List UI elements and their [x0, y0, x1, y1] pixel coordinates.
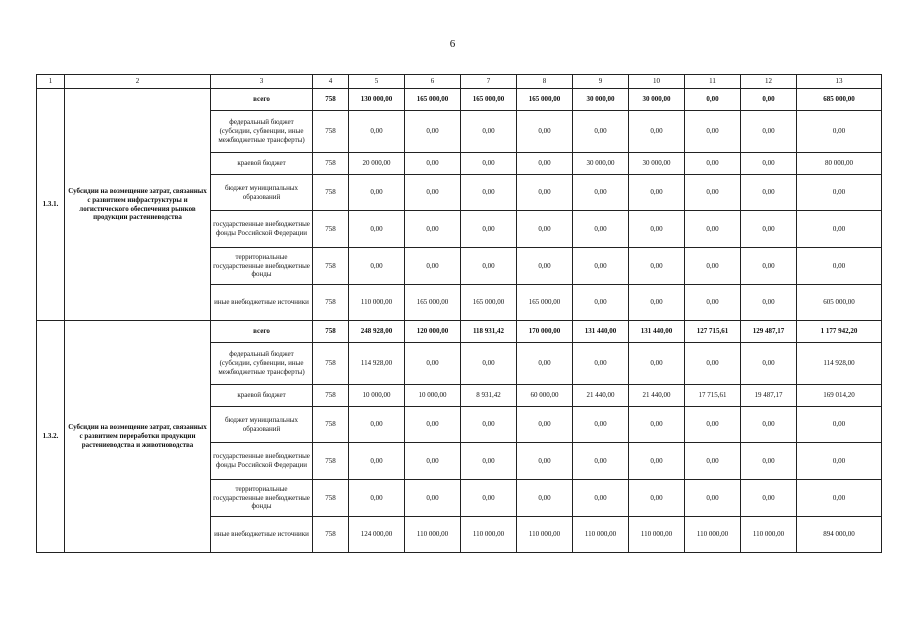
year-amount: 0,00: [685, 153, 741, 175]
year-amount: 0,00: [741, 343, 797, 385]
year-amount: 19 487,17: [741, 385, 797, 407]
year-amount: 21 440,00: [573, 385, 629, 407]
column-number: 2: [65, 75, 211, 89]
budget-code: 758: [313, 517, 349, 553]
total-amount: 0,00: [797, 175, 882, 211]
total-amount: 0,00: [797, 248, 882, 285]
budget-code: 758: [313, 321, 349, 343]
total-amount: 0,00: [797, 407, 882, 443]
total-amount: 80 000,00: [797, 153, 882, 175]
budget-code: 758: [313, 153, 349, 175]
year-amount: 0,00: [629, 480, 685, 517]
year-amount: 131 440,00: [573, 321, 629, 343]
year-amount: 0,00: [685, 480, 741, 517]
year-amount: 0,00: [349, 248, 405, 285]
year-amount: 0,00: [741, 175, 797, 211]
year-amount: 0,00: [461, 443, 517, 480]
budget-code: 758: [313, 480, 349, 517]
year-amount: 0,00: [741, 407, 797, 443]
year-amount: 130 000,00: [349, 89, 405, 111]
year-amount: 0,00: [405, 175, 461, 211]
column-number: 9: [573, 75, 629, 89]
year-amount: 165 000,00: [517, 89, 573, 111]
year-amount: 118 931,42: [461, 321, 517, 343]
year-amount: 0,00: [685, 443, 741, 480]
year-amount: 0,00: [573, 285, 629, 321]
column-number: 11: [685, 75, 741, 89]
funding-source: государственные внебюджетные фонды Российской Федерации: [211, 211, 313, 248]
year-amount: 0,00: [517, 175, 573, 211]
funding-source: территориальные государственные внебюджетные фонды: [211, 248, 313, 285]
column-number: 5: [349, 75, 405, 89]
funding-source: федеральный бюджет (субсидии, субвенции, иные межбюджетные трансферты): [211, 111, 313, 153]
year-amount: 0,00: [629, 343, 685, 385]
year-amount: 165 000,00: [461, 285, 517, 321]
year-amount: 0,00: [629, 407, 685, 443]
year-amount: 0,00: [405, 480, 461, 517]
year-amount: 170 000,00: [517, 321, 573, 343]
year-amount: 0,00: [349, 111, 405, 153]
item-name: Субсидии на возмещение затрат, связанных с развитием переработки продукции растениеводства и животноводства: [65, 321, 211, 553]
column-number: 13: [797, 75, 882, 89]
year-amount: 0,00: [741, 443, 797, 480]
year-amount: 0,00: [405, 343, 461, 385]
total-amount: 1 177 942,20: [797, 321, 882, 343]
budget-code: 758: [313, 248, 349, 285]
year-amount: 0,00: [685, 89, 741, 111]
year-amount: 165 000,00: [405, 285, 461, 321]
year-amount: 0,00: [685, 407, 741, 443]
year-amount: 8 931,42: [461, 385, 517, 407]
year-amount: 110 000,00: [629, 517, 685, 553]
year-amount: 0,00: [685, 248, 741, 285]
year-amount: 0,00: [741, 111, 797, 153]
year-amount: 0,00: [685, 211, 741, 248]
year-amount: 0,00: [517, 211, 573, 248]
year-amount: 0,00: [517, 407, 573, 443]
budget-code: 758: [313, 385, 349, 407]
year-amount: 248 928,00: [349, 321, 405, 343]
funding-source: краевой бюджет: [211, 153, 313, 175]
budget-code: 758: [313, 111, 349, 153]
table-row: [37, 321, 882, 343]
year-amount: 0,00: [405, 248, 461, 285]
year-amount: 0,00: [685, 111, 741, 153]
year-amount: 0,00: [573, 111, 629, 153]
column-number: 7: [461, 75, 517, 89]
funding-source: всего: [211, 89, 313, 111]
year-amount: 0,00: [517, 111, 573, 153]
year-amount: 0,00: [629, 211, 685, 248]
year-amount: 0,00: [573, 443, 629, 480]
year-amount: 127 715,61: [685, 321, 741, 343]
total-amount: 169 014,20: [797, 385, 882, 407]
total-amount: 0,00: [797, 443, 882, 480]
year-amount: 110 000,00: [517, 517, 573, 553]
funding-source: бюджет муниципальных образований: [211, 175, 313, 211]
year-amount: 30 000,00: [629, 89, 685, 111]
budget-code: 758: [313, 407, 349, 443]
year-amount: 0,00: [405, 407, 461, 443]
year-amount: 124 000,00: [349, 517, 405, 553]
funding-source: всего: [211, 321, 313, 343]
year-amount: 20 000,00: [349, 153, 405, 175]
year-amount: 0,00: [741, 211, 797, 248]
year-amount: 110 000,00: [405, 517, 461, 553]
year-amount: 110 000,00: [741, 517, 797, 553]
budget-code: 758: [313, 343, 349, 385]
year-amount: 17 715,61: [685, 385, 741, 407]
year-amount: 30 000,00: [573, 89, 629, 111]
year-amount: 110 000,00: [461, 517, 517, 553]
year-amount: 0,00: [461, 111, 517, 153]
budget-code: 758: [313, 211, 349, 248]
year-amount: 0,00: [405, 443, 461, 480]
year-amount: 0,00: [685, 285, 741, 321]
year-amount: 0,00: [517, 480, 573, 517]
funding-source: иные внебюджетные источники: [211, 517, 313, 553]
year-amount: 0,00: [517, 153, 573, 175]
year-amount: 0,00: [461, 480, 517, 517]
year-amount: 0,00: [741, 480, 797, 517]
year-amount: 0,00: [573, 343, 629, 385]
year-amount: 60 000,00: [517, 385, 573, 407]
year-amount: 0,00: [629, 175, 685, 211]
year-amount: 0,00: [573, 248, 629, 285]
year-amount: 110 000,00: [685, 517, 741, 553]
budget-code: 758: [313, 89, 349, 111]
total-amount: 0,00: [797, 480, 882, 517]
total-amount: 605 000,00: [797, 285, 882, 321]
total-amount: 0,00: [797, 111, 882, 153]
year-amount: 30 000,00: [629, 153, 685, 175]
year-amount: 0,00: [349, 480, 405, 517]
column-number: 3: [211, 75, 313, 89]
year-amount: 0,00: [629, 285, 685, 321]
column-number: 8: [517, 75, 573, 89]
year-amount: 0,00: [573, 175, 629, 211]
year-amount: 0,00: [461, 211, 517, 248]
year-amount: 0,00: [517, 343, 573, 385]
item-index: 1.3.1.: [37, 89, 65, 321]
year-amount: 0,00: [461, 248, 517, 285]
year-amount: 0,00: [349, 443, 405, 480]
funding-source: государственные внебюджетные фонды Российской Федерации: [211, 443, 313, 480]
column-number: 6: [405, 75, 461, 89]
year-amount: 0,00: [517, 443, 573, 480]
table-body: [37, 75, 882, 553]
year-amount: 165 000,00: [517, 285, 573, 321]
year-amount: 10 000,00: [349, 385, 405, 407]
year-amount: 0,00: [461, 407, 517, 443]
budget-code: 758: [313, 285, 349, 321]
year-amount: 0,00: [349, 175, 405, 211]
column-number-row: [37, 75, 882, 89]
table-row: [37, 89, 882, 111]
year-amount: 0,00: [517, 248, 573, 285]
column-number: 10: [629, 75, 685, 89]
year-amount: 0,00: [461, 175, 517, 211]
year-amount: 0,00: [349, 211, 405, 248]
year-amount: 10 000,00: [405, 385, 461, 407]
year-amount: 110 000,00: [573, 517, 629, 553]
budget-table: [36, 74, 882, 553]
year-amount: 0,00: [461, 343, 517, 385]
year-amount: 0,00: [629, 248, 685, 285]
year-amount: 30 000,00: [573, 153, 629, 175]
funding-source: федеральный бюджет (субсидии, субвенции, иные межбюджетные трансферты): [211, 343, 313, 385]
year-amount: 0,00: [685, 175, 741, 211]
total-amount: 894 000,00: [797, 517, 882, 553]
year-amount: 131 440,00: [629, 321, 685, 343]
year-amount: 0,00: [629, 111, 685, 153]
year-amount: 0,00: [405, 111, 461, 153]
year-amount: 120 000,00: [405, 321, 461, 343]
year-amount: 129 487,17: [741, 321, 797, 343]
budget-code: 758: [313, 175, 349, 211]
budget-code: 758: [313, 443, 349, 480]
year-amount: 0,00: [573, 480, 629, 517]
year-amount: 0,00: [685, 343, 741, 385]
page-number: 6: [449, 38, 456, 50]
funding-source: иные внебюджетные источники: [211, 285, 313, 321]
column-number: 12: [741, 75, 797, 89]
column-number: 1: [37, 75, 65, 89]
total-amount: 114 928,00: [797, 343, 882, 385]
year-amount: 0,00: [573, 407, 629, 443]
year-amount: 0,00: [405, 211, 461, 248]
year-amount: 165 000,00: [405, 89, 461, 111]
year-amount: 0,00: [573, 211, 629, 248]
year-amount: 0,00: [741, 153, 797, 175]
funding-source: краевой бюджет: [211, 385, 313, 407]
year-amount: 0,00: [405, 153, 461, 175]
year-amount: 114 928,00: [349, 343, 405, 385]
year-amount: 0,00: [461, 153, 517, 175]
funding-source: бюджет муниципальных образований: [211, 407, 313, 443]
year-amount: 0,00: [741, 248, 797, 285]
total-amount: 0,00: [797, 211, 882, 248]
year-amount: 0,00: [741, 285, 797, 321]
year-amount: 0,00: [629, 443, 685, 480]
column-number: 4: [313, 75, 349, 89]
total-amount: 685 000,00: [797, 89, 882, 111]
funding-source: территориальные государственные внебюджетные фонды: [211, 480, 313, 517]
item-name: Субсидии на возмещение затрат, связанных с развитием инфраструктуры и логистического обеспечения рынков продукции растениеводства: [65, 89, 211, 321]
year-amount: 165 000,00: [461, 89, 517, 111]
item-index: 1.3.2.: [37, 321, 65, 553]
year-amount: 0,00: [741, 89, 797, 111]
year-amount: 110 000,00: [349, 285, 405, 321]
year-amount: 0,00: [349, 407, 405, 443]
year-amount: 21 440,00: [629, 385, 685, 407]
